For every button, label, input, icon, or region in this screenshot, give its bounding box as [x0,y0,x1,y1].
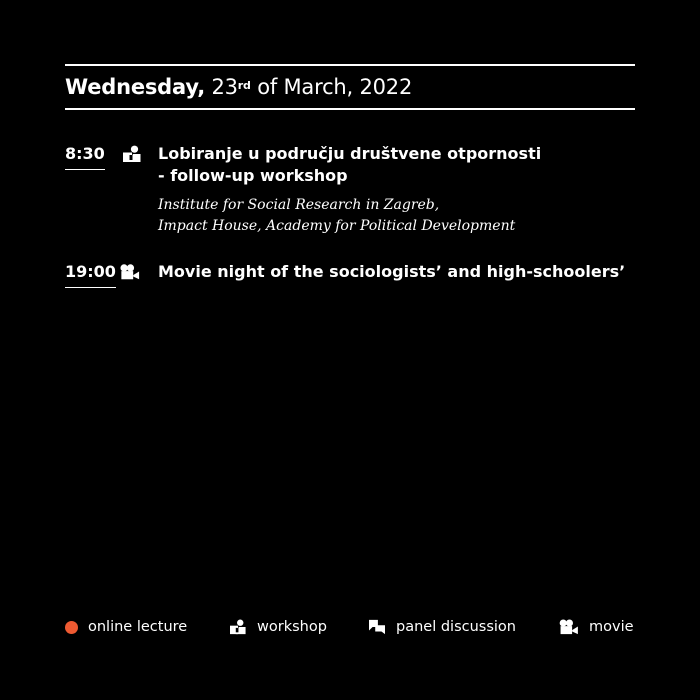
event-title [158,143,638,187]
workshop-icon [122,145,142,163]
legend-online-lecture [65,616,187,638]
legend-panel-discussion [368,616,516,638]
legend-movie [559,616,634,638]
date-heading [65,73,412,101]
event-organizer-line: Institute for Social Research in Zagreb, [158,197,440,213]
event-organizer-line: Impact House, Academy for Political Development [158,218,516,234]
movie-icon [559,619,579,635]
heading-divider [65,108,635,110]
event-title [158,261,638,283]
event-time: 8:30 [65,143,105,170]
day-number: 23rd [211,75,251,99]
day-suffix: rd [237,79,251,92]
weekday: Wednesday, [65,75,205,99]
panel-discussion-icon [368,619,386,635]
movie-icon [120,263,140,281]
legend-label: movie [589,619,634,635]
legend-workshop [229,616,327,638]
legend-label: online lecture [88,619,188,635]
date-rest: of March, 2022 [257,75,413,99]
online-lecture-dot-icon [65,621,78,634]
event-title-line: Lobiranje u području društvene otpornosti [158,144,542,163]
workshop-icon [229,619,247,635]
event-title-line: Movie night of the sociologists’ and high-schoolers’ [158,262,626,281]
event-time: 19:00 [65,261,116,288]
legend-label: workshop [257,619,327,635]
legend-label: panel discussion [396,619,516,635]
event-organizers [158,195,638,237]
event-title-line: - follow-up workshop [158,166,348,185]
legend [0,616,700,640]
top-divider [65,64,635,66]
